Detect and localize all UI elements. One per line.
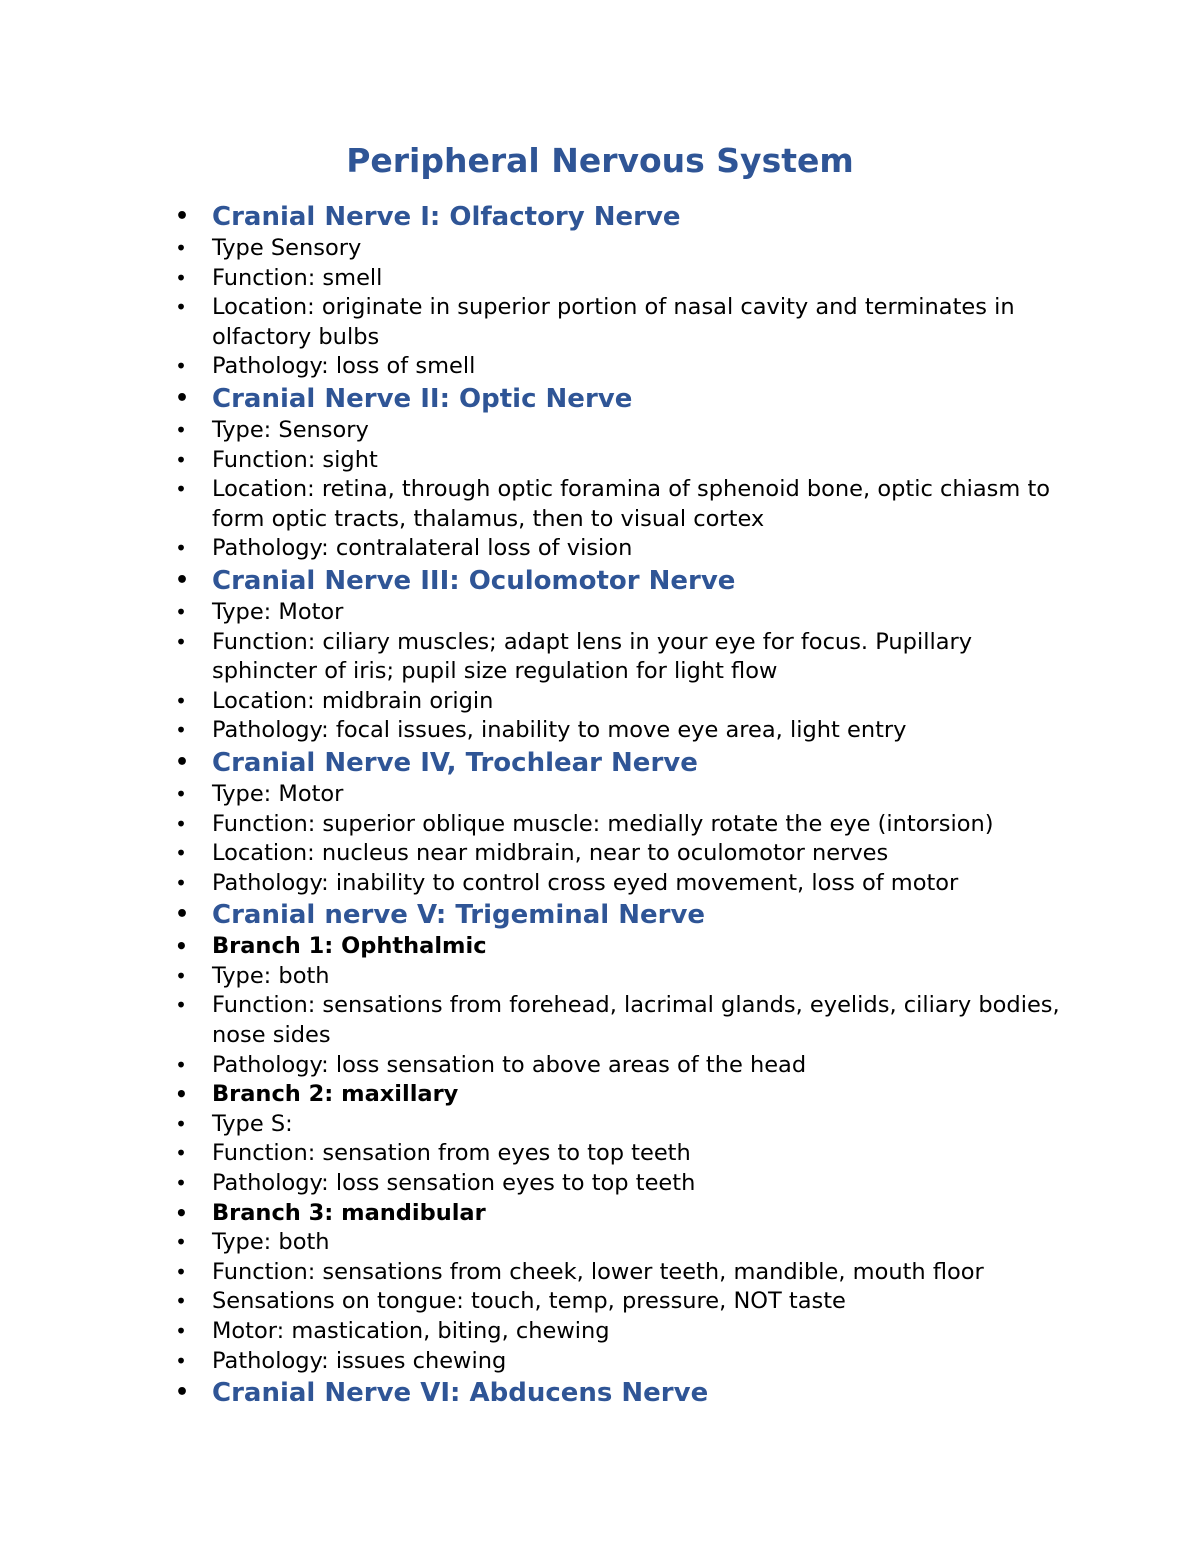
branch-heading <box>0 1199 1200 1229</box>
branch-heading <box>0 932 1200 962</box>
bullet-icon: • <box>175 1348 187 1373</box>
bullet-icon: • <box>175 870 187 895</box>
bullet-icon: • <box>175 1319 187 1343</box>
list-item <box>0 293 1200 352</box>
list-item <box>0 962 1200 992</box>
list-item-text: Cranial nerve V: Trigeminal Nerve <box>212 900 706 931</box>
list-item <box>0 991 1200 1050</box>
list-item <box>0 352 1200 382</box>
bullet-icon: • <box>175 1230 187 1255</box>
bullet-icon: • <box>175 1141 187 1166</box>
bullet-icon: • <box>175 447 187 472</box>
bullet-icon: • <box>175 599 187 624</box>
bullet-icon: • <box>175 811 187 836</box>
bullet-icon: • <box>175 385 190 411</box>
list-item <box>0 264 1200 294</box>
list-item-text: Function: smell <box>212 264 383 291</box>
list-item-text: Function: superior oblique muscle: medially rotate the eye (intorsion) <box>212 810 994 837</box>
list-item <box>0 1347 1200 1377</box>
list-item <box>0 716 1200 746</box>
list-item-text: Type: Sensory <box>212 416 369 443</box>
bullet-icon: • <box>175 204 190 229</box>
nerve-heading <box>0 200 1200 234</box>
list-item <box>0 446 1200 476</box>
nerve-heading <box>0 382 1200 416</box>
list-item <box>0 810 1200 840</box>
bullet-icon: • <box>175 567 190 593</box>
bullet-icon: • <box>175 841 187 866</box>
list-item-text: Cranial Nerve IV, Trochlear Nerve <box>212 747 698 778</box>
nerve-heading <box>0 746 1200 780</box>
bullet-icon: • <box>175 354 187 379</box>
list-item-text: Pathology: focal issues, inability to move eye area, light entry <box>212 717 907 744</box>
list-item-text: Location: midbrain origin <box>212 687 494 714</box>
branch-heading <box>0 1080 1200 1110</box>
bullet-icon: • <box>175 902 190 928</box>
list-item <box>0 234 1200 264</box>
list-item <box>0 1139 1200 1169</box>
list-item-text: Function: ciliary muscles; adapt lens in your eye for focus. Pupillary sphincter of iris; pupil size regulation for light flow <box>212 628 973 685</box>
list-item-text: Cranial Nerve I: Olfactory Nerve <box>212 202 681 232</box>
list-item-text: Pathology: contralateral loss of vision <box>212 535 633 562</box>
nerve-heading <box>0 898 1200 932</box>
bullet-icon: • <box>175 934 188 959</box>
list-item <box>0 780 1200 810</box>
bullet-icon: • <box>175 781 187 806</box>
list-item-text: Cranial Nerve VI: Abducens Nerve <box>212 1378 709 1409</box>
document-title: Peripheral Nervous System <box>346 141 854 180</box>
list-item-text: Pathology: inability to control cross eyed movement, loss of motor <box>212 869 959 896</box>
list-item-text: Branch 1: Ophthalmic <box>212 933 487 960</box>
list-item <box>0 628 1200 687</box>
bullet-icon: • <box>175 1052 187 1077</box>
list-item <box>0 1258 1200 1288</box>
list-item <box>0 1169 1200 1199</box>
list-item-text: Pathology: loss of smell <box>212 353 476 380</box>
bullet-icon: • <box>175 1380 190 1406</box>
list-item-text: Pathology: loss sensation eyes to top teeth <box>212 1170 696 1197</box>
bullet-icon: • <box>175 1082 188 1107</box>
list-item-text: Type: both <box>212 1229 330 1256</box>
bullet-icon: • <box>175 993 187 1018</box>
nerve-heading <box>0 1376 1200 1410</box>
list-item-text: Location: nucleus near midbrain, near to oculomotor nerves <box>212 840 889 867</box>
list-item-text: Branch 3: mandibular <box>212 1199 486 1226</box>
bullet-icon: • <box>175 265 187 290</box>
list-item <box>0 1228 1200 1258</box>
bullet-icon: • <box>175 718 187 743</box>
list-item-text: Cranial Nerve III: Oculomotor Nerve <box>212 565 736 596</box>
list-item-text: Branch 2: maxillary <box>212 1081 459 1108</box>
list-item <box>0 1317 1200 1347</box>
list-item-text: Type: both <box>212 962 330 989</box>
bullet-list <box>0 200 1200 1410</box>
list-item <box>0 1110 1200 1140</box>
list-item-text: Function: sensation from eyes to top teeth <box>212 1140 691 1167</box>
bullet-icon: • <box>175 963 187 988</box>
list-item-text: Pathology: loss sensation to above areas of the head <box>212 1051 807 1078</box>
list-item-text: Location: retina, through optic foramina of sphenoid bone, optic chiasm to form optic tracts, thalamus, then to visual cortex <box>212 476 1051 532</box>
bullet-icon: • <box>175 688 187 713</box>
bullet-icon: • <box>175 295 187 320</box>
bullet-icon: • <box>175 1289 187 1314</box>
bullet-icon: • <box>175 1200 188 1225</box>
list-item-text: Function: sensations from cheek, lower teeth, mandible, mouth floor <box>212 1258 984 1285</box>
list-item <box>0 475 1200 534</box>
bullet-icon: • <box>175 236 187 260</box>
bullet-icon: • <box>175 1259 187 1284</box>
list-item-text: Type: Motor <box>212 598 344 625</box>
list-item-text: Location: originate in superior portion of nasal cavity and terminates in olfactory bulbs <box>212 294 1015 350</box>
list-item-text: Type Sensory <box>212 235 362 261</box>
list-item-text: Motor: mastication, biting, chewing <box>212 1318 610 1344</box>
list-item-text: Sensations on tongue: touch, temp, pressure, NOT taste <box>212 1288 846 1315</box>
list-item-text: Function: sight <box>212 446 378 473</box>
list-item-text: Pathology: issues chewing <box>212 1347 507 1374</box>
list-item <box>0 1051 1200 1081</box>
list-item-text: Cranial Nerve II: Optic Nerve <box>212 383 633 414</box>
nerve-heading <box>0 564 1200 598</box>
list-item <box>0 869 1200 899</box>
list-item <box>0 598 1200 628</box>
list-item-text: Type: Motor <box>212 780 344 807</box>
list-item <box>0 839 1200 869</box>
list-item-text: Type S: <box>212 1110 293 1137</box>
bullet-icon: • <box>175 1171 187 1196</box>
list-item <box>0 534 1200 564</box>
list-item <box>0 1287 1200 1317</box>
list-item <box>0 687 1200 717</box>
bullet-icon: • <box>175 749 190 775</box>
bullet-icon: • <box>175 417 187 442</box>
bullet-icon: • <box>175 1111 187 1136</box>
list-item-text: Function: sensations from forehead, lacrimal glands, eyelids, ciliary bodies, nose sides <box>212 992 1060 1049</box>
list-item <box>0 416 1200 446</box>
bullet-icon: • <box>175 629 187 654</box>
bullet-icon: • <box>175 477 187 502</box>
bullet-icon: • <box>175 536 187 561</box>
